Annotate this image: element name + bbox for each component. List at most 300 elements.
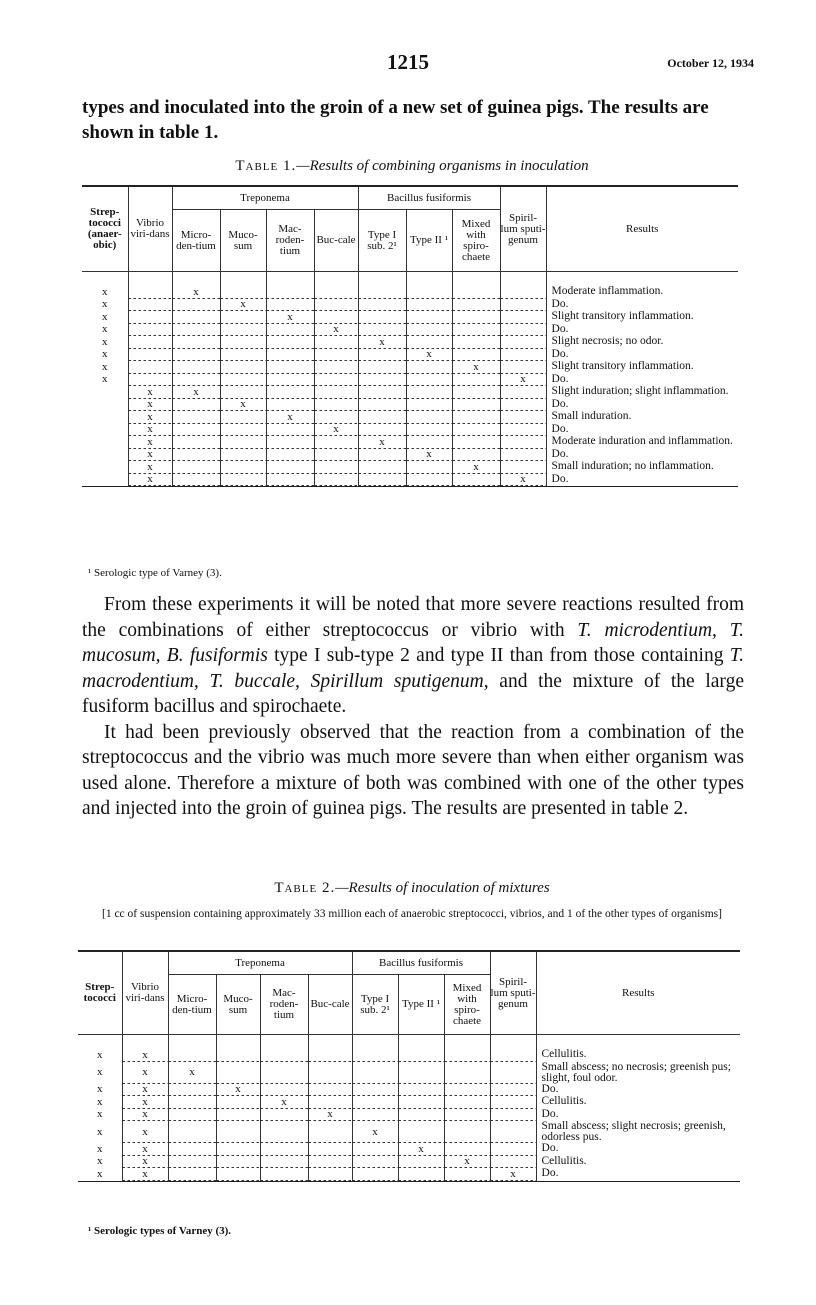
empty-cell	[266, 436, 314, 449]
issue-date: October 12, 1934	[667, 56, 754, 70]
empty-cell	[500, 386, 546, 399]
table-row	[78, 1143, 740, 1156]
mark-x: x	[266, 411, 314, 424]
empty-cell	[358, 361, 406, 374]
mark-x: x	[308, 1109, 352, 1122]
empty-cell	[220, 474, 266, 487]
table-row	[82, 311, 738, 324]
empty-cell	[452, 424, 500, 437]
table-row	[82, 272, 738, 299]
mark-x: x	[406, 449, 452, 462]
mark-x: x	[82, 336, 128, 349]
table-row	[82, 411, 738, 424]
empty-cell	[260, 1062, 308, 1084]
empty-cell	[314, 361, 358, 374]
table2-title: —Results of inoculation of mixtures	[335, 880, 550, 896]
table-row	[78, 1121, 740, 1143]
empty-cell	[490, 1062, 536, 1084]
empty-cell	[444, 1143, 490, 1156]
result-cell: Do.	[541, 1082, 559, 1095]
table1-label: Table 1.	[235, 158, 297, 174]
empty-cell	[406, 436, 452, 449]
empty-cell	[172, 374, 220, 387]
empty-cell	[352, 1156, 398, 1169]
empty-cell	[314, 474, 358, 487]
empty-cell	[452, 411, 500, 424]
table2-body	[78, 1035, 740, 1181]
empty-cell	[308, 1156, 352, 1169]
empty-cell	[352, 1096, 398, 1109]
empty-cell	[406, 299, 452, 312]
empty-cell	[266, 324, 314, 337]
empty-cell	[308, 1143, 352, 1156]
empty-cell	[128, 349, 172, 362]
mark-x: x	[352, 1121, 398, 1143]
mark-x: x	[82, 299, 128, 312]
table-row	[78, 1168, 740, 1181]
empty-cell	[406, 386, 452, 399]
empty-cell	[172, 449, 220, 462]
col-header: Strep-tococci	[78, 951, 122, 1035]
mark-x: x	[122, 1156, 168, 1169]
col-header: Spiril-lum sputi-genum	[490, 951, 536, 1035]
result-cell: Do.	[541, 1107, 559, 1120]
empty-cell	[500, 361, 546, 374]
empty-cell	[216, 1109, 260, 1122]
empty-cell	[266, 299, 314, 312]
empty-cell	[216, 1121, 260, 1143]
empty-cell	[216, 1035, 260, 1062]
mark-x: x	[78, 1096, 122, 1109]
table-row	[82, 461, 738, 474]
empty-cell	[406, 424, 452, 437]
empty-cell	[452, 449, 500, 462]
empty-cell	[358, 424, 406, 437]
empty-cell	[444, 1035, 490, 1062]
mark-x: x	[314, 424, 358, 437]
empty-cell	[398, 1062, 444, 1084]
empty-cell	[398, 1035, 444, 1062]
empty-cell	[406, 374, 452, 387]
empty-cell	[352, 1035, 398, 1062]
col-header: Mixed with spiro-chaete	[444, 975, 490, 1035]
mark-x: x	[82, 311, 128, 324]
table2-footnote: ¹ Serologic types of Varney (3).	[88, 1225, 232, 1237]
col-header: Type I sub. 2¹	[358, 210, 406, 272]
empty-cell	[500, 336, 546, 349]
mark-x: x	[452, 361, 500, 374]
group-header-bacillus: Bacillus fusiformis	[352, 951, 490, 975]
mark-x: x	[122, 1109, 168, 1122]
empty-cell	[220, 411, 266, 424]
mark-x: x	[78, 1109, 122, 1122]
empty-cell	[452, 399, 500, 412]
result-cell: Do.	[551, 447, 569, 460]
result-cell: Slight transitory inflammation.	[551, 310, 694, 322]
table-row	[78, 1096, 740, 1109]
mark-x: x	[260, 1096, 308, 1109]
result-cell: Cellulitis.	[541, 1048, 587, 1060]
table-row	[82, 386, 738, 399]
paragraph-2: It had been previously observed that the reaction from a combination of the streptococcus and the vibrio was much more severe than when either organism was used alone. Therefore a mixture of both was combined with one of the other types and injected into the groin of guinea pigs. The results are presented in table 2.	[82, 721, 744, 819]
mark-x: x	[216, 1084, 260, 1097]
intro-paragraph: types and inoculated into the groin of a new set of guinea pigs. The results are shown in table 1.	[82, 97, 709, 143]
empty-cell	[398, 1121, 444, 1143]
empty-cell	[358, 411, 406, 424]
mark-x: x	[82, 374, 128, 387]
col-header: Type II ¹	[398, 975, 444, 1035]
empty-cell	[216, 1096, 260, 1109]
empty-cell	[406, 461, 452, 474]
empty-cell	[358, 374, 406, 387]
result-cell: Do.	[551, 397, 569, 410]
empty-cell	[444, 1121, 490, 1143]
empty-cell	[172, 461, 220, 474]
col-header: Mac-roden-tium	[266, 210, 314, 272]
result-cell: Small induration.	[551, 410, 632, 422]
mark-x: x	[452, 461, 500, 474]
table-row	[78, 1062, 740, 1084]
empty-cell	[314, 461, 358, 474]
empty-cell	[500, 272, 546, 299]
empty-cell	[220, 311, 266, 324]
table1-footnote: ¹ Serologic type of Varney (3).	[88, 567, 222, 579]
empty-cell	[308, 1084, 352, 1097]
table-row	[82, 361, 738, 374]
empty-cell	[128, 374, 172, 387]
mark-x: x	[82, 361, 128, 374]
empty-cell	[128, 361, 172, 374]
empty-cell	[452, 474, 500, 487]
empty-cell	[82, 386, 128, 399]
table2-caption	[82, 880, 742, 897]
empty-cell	[168, 1168, 216, 1181]
empty-cell	[266, 374, 314, 387]
empty-cell	[168, 1096, 216, 1109]
empty-cell	[168, 1143, 216, 1156]
paragraph-1: From these experiments it will be noted that more severe reactions resulted from the combinations of either streptococcus or vibrio with T. microdentium, T. mucosum, B. fusiformis type I sub-type 2 and type II than from those containing T. macrodentium, T. buccale, Spirillum sputigenum, and the mixture of the large fusiform bacillus and spirochaete.	[82, 594, 744, 717]
empty-cell	[266, 361, 314, 374]
mark-x: x	[500, 374, 546, 387]
empty-cell	[490, 1096, 536, 1109]
col-header: Vibrio viri-dans	[128, 186, 172, 272]
empty-cell	[452, 374, 500, 387]
col-header: Spiril-lum sputi-genum	[500, 186, 546, 272]
mark-x: x	[314, 324, 358, 337]
empty-cell	[406, 324, 452, 337]
empty-cell	[490, 1156, 536, 1169]
mark-x: x	[128, 424, 172, 437]
empty-cell	[172, 361, 220, 374]
table-row	[82, 474, 738, 487]
empty-cell	[314, 386, 358, 399]
empty-cell	[500, 411, 546, 424]
empty-cell	[260, 1035, 308, 1062]
col-header-results: Results	[536, 951, 740, 1035]
result-cell: Small abscess; no necrosis; greenish pus; slight, foul odor.	[541, 1060, 731, 1084]
empty-cell	[266, 272, 314, 299]
empty-cell	[266, 461, 314, 474]
empty-cell	[358, 399, 406, 412]
empty-cell	[260, 1168, 308, 1181]
table-row	[78, 1084, 740, 1097]
empty-cell	[82, 436, 128, 449]
mark-x: x	[358, 336, 406, 349]
empty-cell	[358, 474, 406, 487]
col-header: Buc-cale	[314, 210, 358, 272]
mark-x: x	[266, 311, 314, 324]
mark-x: x	[122, 1168, 168, 1181]
empty-cell	[444, 1168, 490, 1181]
empty-cell	[398, 1156, 444, 1169]
mark-x: x	[172, 386, 220, 399]
table-row	[82, 336, 738, 349]
empty-cell	[308, 1062, 352, 1084]
empty-cell	[168, 1084, 216, 1097]
mark-x: x	[128, 449, 172, 462]
group-header-treponema: Treponema	[172, 186, 358, 210]
empty-cell	[352, 1143, 398, 1156]
result-cell: Do.	[551, 322, 569, 335]
mark-x: x	[172, 272, 220, 299]
empty-cell	[500, 349, 546, 362]
empty-cell	[308, 1035, 352, 1062]
empty-cell	[314, 374, 358, 387]
body-text	[82, 592, 744, 822]
empty-cell	[168, 1035, 216, 1062]
empty-cell	[308, 1096, 352, 1109]
empty-cell	[308, 1121, 352, 1143]
result-cell: Small induration; no inflammation.	[551, 460, 714, 472]
empty-cell	[82, 449, 128, 462]
col-header: Type I sub. 2¹	[352, 975, 398, 1035]
empty-cell	[314, 272, 358, 299]
empty-cell	[266, 449, 314, 462]
empty-cell	[406, 272, 452, 299]
empty-cell	[260, 1156, 308, 1169]
mark-x: x	[398, 1143, 444, 1156]
empty-cell	[352, 1168, 398, 1181]
empty-cell	[452, 299, 500, 312]
empty-cell	[172, 311, 220, 324]
table-row	[82, 399, 738, 412]
empty-cell	[266, 474, 314, 487]
empty-cell	[216, 1062, 260, 1084]
empty-cell	[358, 311, 406, 324]
empty-cell	[220, 336, 266, 349]
empty-cell	[314, 311, 358, 324]
mark-x: x	[122, 1084, 168, 1097]
empty-cell	[406, 336, 452, 349]
empty-cell	[314, 336, 358, 349]
result-cell: Do.	[551, 372, 569, 385]
table2-label: Table 2.	[274, 880, 336, 896]
empty-cell	[172, 424, 220, 437]
mark-x: x	[500, 474, 546, 487]
mark-x: x	[122, 1143, 168, 1156]
empty-cell	[406, 311, 452, 324]
empty-cell	[266, 386, 314, 399]
empty-cell	[220, 324, 266, 337]
result-cell: Slight induration; slight inflammation.	[551, 385, 729, 397]
empty-cell	[398, 1096, 444, 1109]
empty-cell	[398, 1084, 444, 1097]
empty-cell	[128, 311, 172, 324]
empty-cell	[406, 474, 452, 487]
empty-cell	[398, 1109, 444, 1122]
empty-cell	[172, 411, 220, 424]
mark-x: x	[220, 299, 266, 312]
mark-x: x	[128, 474, 172, 487]
col-header: Micro-den-tium	[168, 975, 216, 1035]
result-cell: Cellulitis.	[541, 1154, 587, 1167]
mark-x: x	[128, 386, 172, 399]
empty-cell	[220, 361, 266, 374]
col-header: Strep-tococci (anaer-obic)	[82, 186, 128, 272]
empty-cell	[168, 1109, 216, 1122]
mark-x: x	[122, 1096, 168, 1109]
empty-cell	[128, 299, 172, 312]
empty-cell	[358, 272, 406, 299]
col-header: Muco-sum	[216, 975, 260, 1035]
mark-x: x	[82, 324, 128, 337]
empty-cell	[358, 449, 406, 462]
empty-cell	[452, 386, 500, 399]
result-cell: Moderate inflammation.	[551, 285, 664, 297]
mark-x: x	[128, 461, 172, 474]
empty-cell	[314, 399, 358, 412]
empty-cell	[82, 424, 128, 437]
empty-cell	[490, 1143, 536, 1156]
empty-cell	[358, 324, 406, 337]
empty-cell	[308, 1168, 352, 1181]
mark-x: x	[128, 436, 172, 449]
col-header: Mixed with spiro-chaete	[452, 210, 500, 272]
empty-cell	[216, 1168, 260, 1181]
mark-x: x	[358, 436, 406, 449]
result-cell: Do.	[551, 422, 569, 435]
result-cell: Small abscess; slight necrosis; greenish, odorless pus.	[541, 1120, 726, 1143]
result-cell: Do.	[541, 1142, 559, 1154]
empty-cell	[444, 1096, 490, 1109]
empty-cell	[172, 299, 220, 312]
empty-cell	[444, 1062, 490, 1084]
empty-cell	[500, 399, 546, 412]
empty-cell	[490, 1109, 536, 1122]
table2-subtitle: [1 cc of suspension containing approximately 33 million each of anaerobic streptococci, vibrios, and 1 of the other types of organisms]	[102, 908, 722, 920]
empty-cell	[260, 1143, 308, 1156]
empty-cell	[266, 424, 314, 437]
empty-cell	[500, 436, 546, 449]
empty-cell	[260, 1084, 308, 1097]
result-cell: Do.	[551, 347, 569, 360]
col-header-results: Results	[546, 186, 738, 272]
empty-cell	[444, 1084, 490, 1097]
empty-cell	[358, 386, 406, 399]
empty-cell	[82, 461, 128, 474]
empty-cell	[500, 311, 546, 324]
empty-cell	[452, 324, 500, 337]
empty-cell	[128, 272, 172, 299]
empty-cell	[172, 349, 220, 362]
col-header: Buc-cale	[308, 975, 352, 1035]
empty-cell	[490, 1121, 536, 1143]
mark-x: x	[78, 1156, 122, 1169]
mark-x: x	[122, 1062, 168, 1084]
empty-cell	[172, 324, 220, 337]
table-row	[78, 1156, 740, 1169]
mark-x: x	[122, 1121, 168, 1143]
empty-cell	[266, 349, 314, 362]
empty-cell	[314, 349, 358, 362]
mark-x: x	[78, 1168, 122, 1181]
empty-cell	[406, 399, 452, 412]
empty-cell	[490, 1035, 536, 1062]
mark-x: x	[82, 272, 128, 299]
table1-body	[82, 272, 738, 487]
empty-cell	[358, 299, 406, 312]
col-header: Micro-den-tium	[172, 210, 220, 272]
col-header: Type II ¹	[406, 210, 452, 272]
empty-cell	[216, 1143, 260, 1156]
empty-cell	[220, 461, 266, 474]
empty-cell	[220, 449, 266, 462]
mark-x: x	[82, 349, 128, 362]
empty-cell	[82, 399, 128, 412]
group-header-bacillus: Bacillus fusiformis	[358, 186, 500, 210]
empty-cell	[172, 474, 220, 487]
table2	[78, 950, 740, 1182]
empty-cell	[352, 1062, 398, 1084]
empty-cell	[452, 272, 500, 299]
col-header: Vibrio viri-dans	[122, 951, 168, 1035]
col-header: Mac-roden-tium	[260, 975, 308, 1035]
mark-x: x	[220, 399, 266, 412]
empty-cell	[452, 336, 500, 349]
empty-cell	[266, 399, 314, 412]
mark-x: x	[490, 1168, 536, 1181]
empty-cell	[128, 336, 172, 349]
empty-cell	[500, 324, 546, 337]
empty-cell	[406, 411, 452, 424]
empty-cell	[172, 399, 220, 412]
empty-cell	[358, 349, 406, 362]
empty-cell	[352, 1084, 398, 1097]
mark-x: x	[128, 411, 172, 424]
empty-cell	[500, 424, 546, 437]
mark-x: x	[78, 1035, 122, 1062]
empty-cell	[500, 461, 546, 474]
empty-cell	[220, 436, 266, 449]
empty-cell	[82, 411, 128, 424]
empty-cell	[406, 361, 452, 374]
empty-cell	[314, 449, 358, 462]
mark-x: x	[78, 1121, 122, 1143]
empty-cell	[220, 349, 266, 362]
page-number: 1215	[387, 50, 429, 74]
mark-x: x	[78, 1143, 122, 1156]
empty-cell	[220, 424, 266, 437]
empty-cell	[452, 436, 500, 449]
empty-cell	[260, 1121, 308, 1143]
table1-caption	[82, 158, 742, 175]
empty-cell	[500, 299, 546, 312]
mark-x: x	[78, 1084, 122, 1097]
empty-cell	[82, 474, 128, 487]
empty-cell	[452, 311, 500, 324]
result-cell: Slight transitory inflammation.	[551, 360, 694, 372]
table-row	[78, 1035, 740, 1062]
